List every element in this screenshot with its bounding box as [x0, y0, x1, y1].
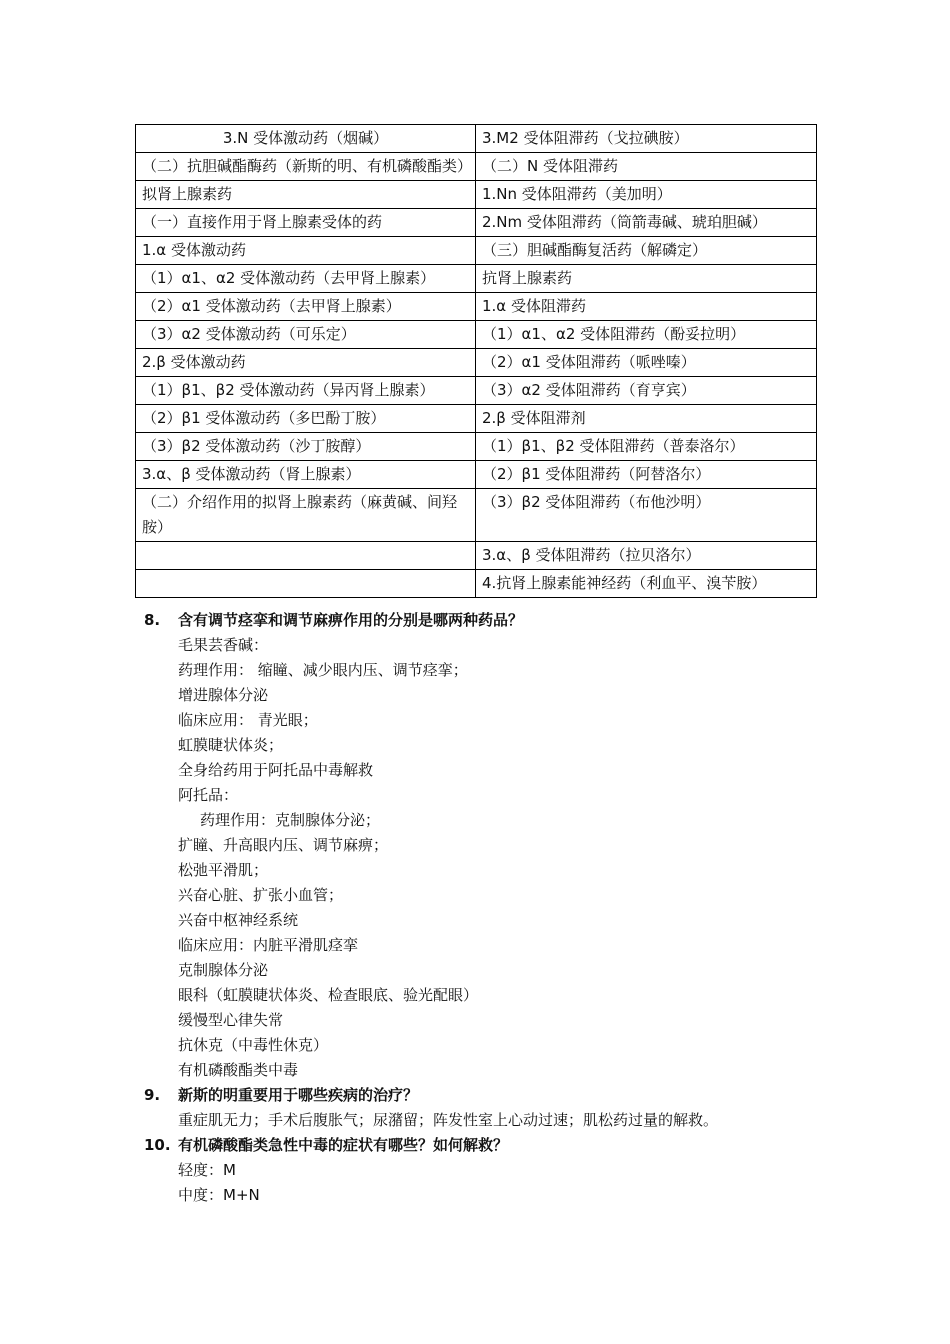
answer-line: 克制腺体分泌 — [178, 961, 269, 979]
table-cell: （2）β1 受体激动药（多巴酚丁胺） — [136, 405, 476, 433]
table-cell: 2.β 受体激动药 — [136, 349, 476, 377]
answer-line: 药理作用：克制腺体分泌； — [200, 811, 381, 829]
question-number: 9. — [144, 1086, 161, 1104]
table-cell — [136, 570, 476, 598]
table-cell: （1）α1、α2 受体激动药（去甲肾上腺素） — [136, 265, 476, 293]
answer-line: 毛果芸香碱： — [178, 636, 269, 654]
table-cell: 3.α、β 受体激动药（肾上腺素） — [136, 461, 476, 489]
table-row — [136, 293, 817, 321]
answer-line: 轻度：M — [178, 1161, 236, 1179]
answer-line: 兴奋中枢神经系统 — [178, 911, 299, 929]
answer-line: 缓慢型心律失常 — [178, 1011, 284, 1029]
table-cell: 3.α、β 受体阻滞药（拉贝洛尔） — [476, 542, 817, 570]
table-cell: （3）β2 受体阻滞药（布他沙明） — [476, 489, 817, 542]
table-row — [136, 125, 817, 153]
question-number: 8. — [144, 611, 161, 629]
answer-line: 扩瞳、升高眼内压、调节麻痹； — [178, 836, 389, 854]
table-row — [136, 405, 817, 433]
table-row — [136, 349, 817, 377]
question-list — [0, 608, 950, 1208]
drug-classification-table — [135, 124, 817, 598]
answer-line: 抗休克（中毒性休克） — [178, 1036, 329, 1054]
table-row — [136, 237, 817, 265]
table-cell: （2）α1 受体激动药（去甲肾上腺素） — [136, 293, 476, 321]
table-cell: 拟肾上腺素药 — [136, 181, 476, 209]
answer-line: 重症肌无力；手术后腹胀气；尿潴留；阵发性室上心动过速；肌松药过量的解救。 — [178, 1111, 719, 1129]
table-cell: （二）抗胆碱酯酶药（新斯的明、有机磷酸酯类） — [136, 153, 476, 181]
table-cell: 抗肾上腺素药 — [476, 265, 817, 293]
question-10 — [0, 1133, 950, 1158]
table-cell: 4.抗肾上腺素能神经药（利血平、溴苄胺） — [476, 570, 817, 598]
table-row — [136, 461, 817, 489]
question-title: 含有调节痉挛和调节麻痹作用的分别是哪两种药品？ — [178, 611, 524, 629]
table-cell: （3）β2 受体激动药（沙丁胺醇） — [136, 433, 476, 461]
table-cell: 2.β 受体阻滞剂 — [476, 405, 817, 433]
table-row — [136, 377, 817, 405]
question-number: 10. — [144, 1136, 171, 1154]
answer-line: 中度：M+N — [178, 1186, 260, 1204]
table-cell: （1）β1、β2 受体阻滞药（普泰洛尔） — [476, 433, 817, 461]
table-row — [136, 321, 817, 349]
answer-line: 临床应用： 青光眼； — [178, 711, 318, 729]
table-cell: 1.Nn 受体阻滞药（美加明） — [476, 181, 817, 209]
table-cell: （三）胆碱酯酶复活药（解磷定） — [476, 237, 817, 265]
table-row — [136, 542, 817, 570]
question-title: 新斯的明重要用于哪些疾病的治疗？ — [178, 1086, 419, 1104]
question-8 — [0, 608, 950, 633]
table-row — [136, 181, 817, 209]
table-cell: （二）N 受体阻滞药 — [476, 153, 817, 181]
table-cell: 3.N 受体激动药（烟碱） — [136, 125, 476, 153]
table-row — [136, 489, 817, 542]
table-cell: （二）介绍作用的拟肾上腺素药（麻黄碱、间羟胺） — [136, 489, 476, 542]
table-row — [136, 265, 817, 293]
table-cell: （2）α1 受体阻滞药（哌唑嗪） — [476, 349, 817, 377]
table-cell: 1.α 受体激动药 — [136, 237, 476, 265]
table-cell: （3）α2 受体阻滞药（育亨宾） — [476, 377, 817, 405]
table-row — [136, 153, 817, 181]
table-row — [136, 209, 817, 237]
question-9 — [0, 1083, 950, 1108]
answer-line: 松弛平滑肌； — [178, 861, 269, 879]
table-cell: （一）直接作用于肾上腺素受体的药 — [136, 209, 476, 237]
table-cell: 2.Nm 受体阻滞药（筒箭毒碱、琥珀胆碱） — [476, 209, 817, 237]
table-cell: （1）β1、β2 受体激动药（异丙肾上腺素） — [136, 377, 476, 405]
answer-line: 有机磷酸酯类中毒 — [178, 1061, 299, 1079]
answer-line: 眼科（虹膜睫状体炎、检查眼底、验光配眼） — [178, 986, 479, 1004]
table-cell: 3.M2 受体阻滞药（戈拉碘胺） — [476, 125, 817, 153]
answer-line: 虹膜睫状体炎； — [178, 736, 284, 754]
table-cell: 1.α 受体阻滞药 — [476, 293, 817, 321]
table-cell: （1）α1、α2 受体阻滞药（酚妥拉明） — [476, 321, 817, 349]
answer-line: 阿托品： — [178, 786, 239, 804]
table-cell: （2）β1 受体阻滞药（阿替洛尔） — [476, 461, 817, 489]
answer-line: 增进腺体分泌 — [178, 686, 269, 704]
table-cell: （3）α2 受体激动药（可乐定） — [136, 321, 476, 349]
answer-line: 药理作用： 缩瞳、减少眼内压、调节痉挛； — [178, 661, 468, 679]
answer-line: 全身给药用于阿托品中毒解救 — [178, 761, 374, 779]
table-row — [136, 433, 817, 461]
answer-line: 兴奋心脏、扩张小血管； — [178, 886, 344, 904]
table-row — [136, 570, 817, 598]
answer-line: 临床应用：内脏平滑肌痉挛 — [178, 936, 359, 954]
question-title: 有机磷酸酯类急性中毒的症状有哪些？如何解救？ — [178, 1136, 509, 1154]
table-cell — [136, 542, 476, 570]
